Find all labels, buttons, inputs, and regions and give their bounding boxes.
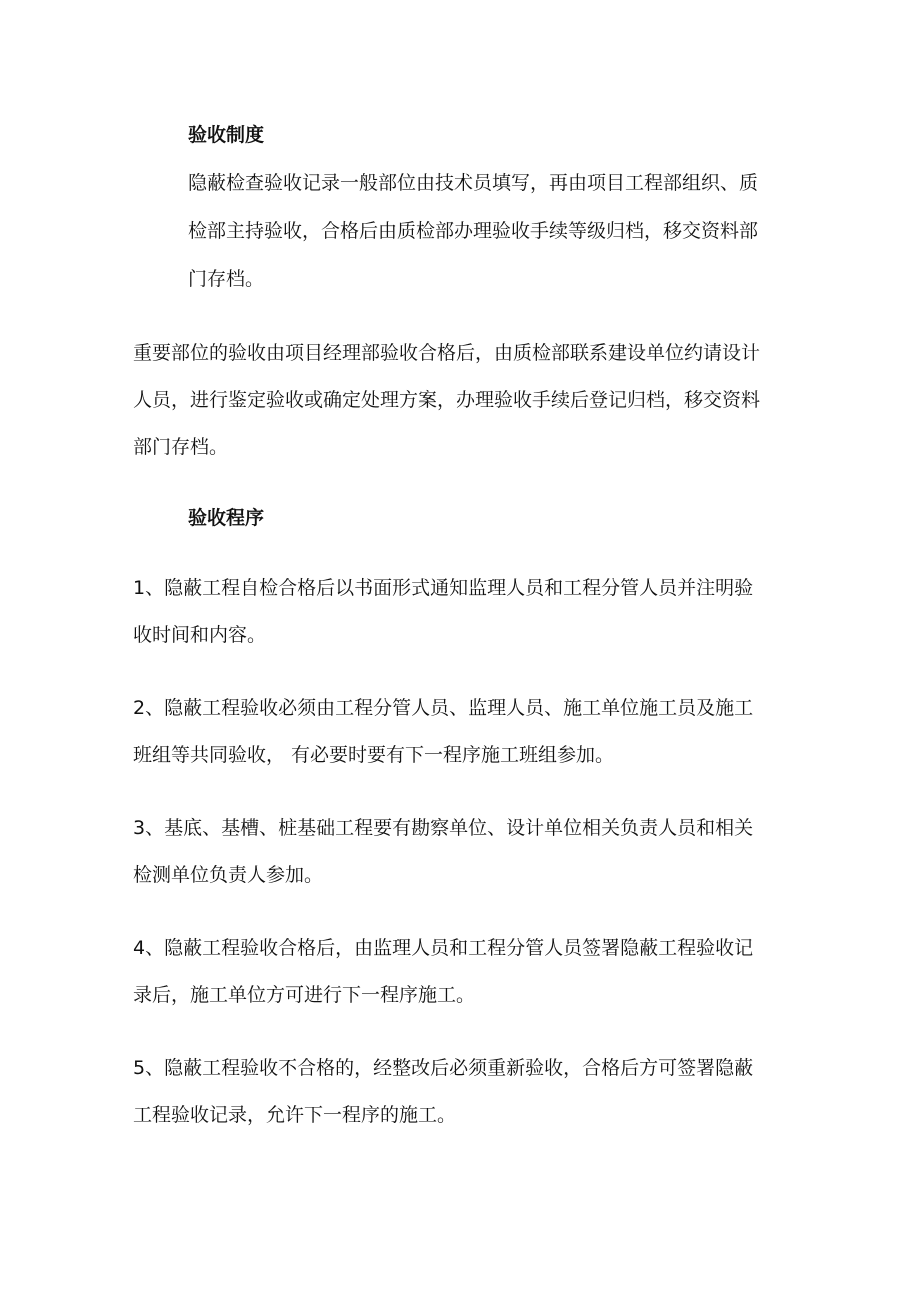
procedure-item-3 [133, 815, 803, 895]
paragraph-line: 5、隐蔽工程验收不合格的，经整改后必须重新验收，合格后方可签署隐蔽 [133, 1057, 754, 1079]
paragraph-line: 4、隐蔽工程验收合格后，由监理人员和工程分管人员签署隐蔽工程验收记 [133, 937, 754, 959]
paragraph-line: 重要部位的验收由项目经理部验收合格后，由质检部联系建设单位约请设计 [133, 342, 761, 364]
acceptance-system-intro-paragraph [188, 170, 798, 300]
procedure-item-5 [133, 1055, 803, 1135]
paragraph-line: 部门存档。 [133, 436, 229, 458]
paragraph-line: 人员，进行鉴定验收或确定处理方案，办理验收手续后登记归档，移交资料 [133, 389, 761, 411]
paragraph-line: 1、隐蔽工程自检合格后以书面形式通知监理人员和工程分管人员并注明验 [133, 577, 754, 599]
procedure-item-2 [133, 695, 803, 775]
paragraph-line: 收时间和内容。 [133, 624, 267, 646]
paragraph-line: 3、基底、基槽、桩基础工程要有勘察单位、设计单位相关负责人员和相关 [133, 817, 754, 839]
paragraph-line: 检测单位负责人参加。 [133, 864, 324, 886]
paragraph-line: 隐蔽检查验收记录一般部位由技术员填写，再由项目工程部组织、质 [188, 172, 759, 194]
paragraph-line: 工程验收记录，允许下一程序的施工。 [133, 1104, 457, 1126]
paragraph-line: 检部主持验收，合格后由质检部办理验收手续等级归档，移交资料部 [188, 220, 759, 242]
section-heading-acceptance-system: 验收制度 [188, 124, 265, 146]
section-heading-acceptance-procedure: 验收程序 [188, 507, 265, 529]
procedure-item-1 [133, 575, 803, 655]
paragraph-line: 录后，施工单位方可进行下一程序施工。 [133, 984, 476, 1006]
procedure-item-4 [133, 935, 803, 1015]
paragraph-line: 2、隐蔽工程验收必须由工程分管人员、监理人员、施工单位施工员及施工 [133, 697, 754, 719]
paragraph-line: 门存档。 [188, 268, 265, 290]
paragraph-line: 班组等共同验收， 有必要时要有下一程序施工班组参加。 [133, 744, 615, 766]
important-parts-paragraph [133, 340, 803, 470]
